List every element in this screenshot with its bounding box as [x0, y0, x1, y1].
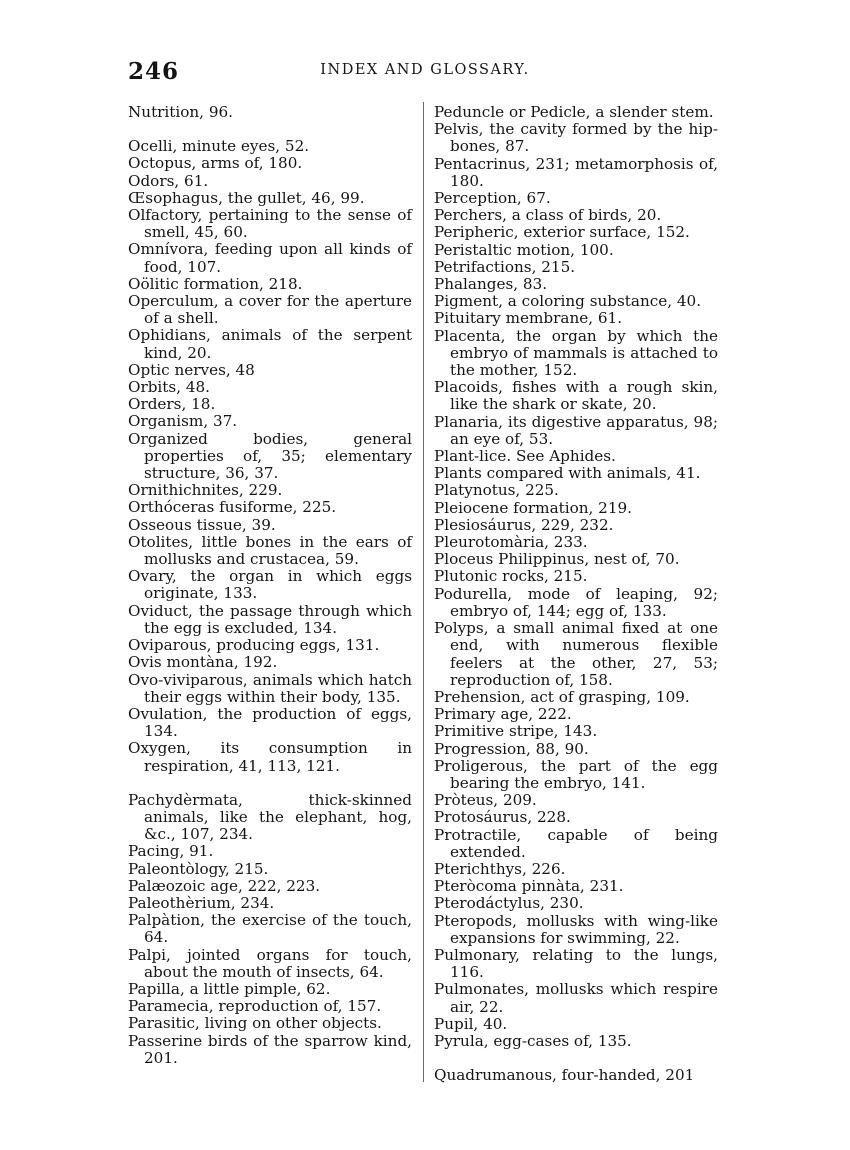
index-entry: Placoids, fishes with a rough skin, like the shark or skate, 20.: [434, 378, 718, 414]
index-entry: Pleurotomària, 233.: [434, 533, 588, 552]
index-entry: Osseous tissue, 39.: [128, 515, 276, 534]
index-entry: Otolites, little bones in the ears of mollusks and crustacea, 59.: [128, 532, 412, 569]
index-entry: Ploceus Philippinus, nest of, 70.: [434, 550, 680, 569]
index-entry: Oviparous, producing eggs, 131.: [128, 636, 380, 655]
index-entry: Pulmonates, mollusks which respire air, 22.: [434, 980, 718, 1016]
index-entry: Palpi, jointed organs for touch, about the mouth of insects, 64.: [128, 945, 412, 981]
index-entry: Plants compared with animals, 41.: [434, 464, 701, 483]
index-entry: Orders, 18.: [128, 395, 216, 414]
index-entry: Ovis montàna, 192.: [128, 653, 278, 672]
index-entry: Perchers, a class of birds, 20.: [434, 206, 662, 225]
index-entry: Paleothèrium, 234.: [128, 893, 275, 912]
index-entry: Podurella, mode of leaping, 92; embryo of, 144; egg of, 133.: [434, 584, 718, 620]
index-entry: Orbits, 48.: [128, 378, 210, 397]
index-entry: Œsophagus, the gullet, 46, 99.: [128, 188, 365, 207]
index-entry: Olfactory, pertaining to the sense of smell, 45, 60.: [128, 206, 412, 242]
index-entry: Nutrition, 96.: [128, 103, 233, 121]
index-entry: Oölitic formation, 218.: [128, 274, 303, 293]
index-entry: Palæozoic age, 222, 223.: [128, 876, 321, 895]
index-entry: Passerine birds of the sparrow kind, 201.: [128, 1031, 412, 1067]
index-entry: Quadrumanous, four-handed, 201: [434, 1066, 695, 1085]
index-entry: Peduncle or Pedicle, a slender stem.: [434, 103, 714, 121]
index-entry: Platynotus, 225.: [434, 481, 559, 500]
index-entry: Ocelli, minute eyes, 52.: [128, 137, 310, 156]
index-entry: Ornithichnites, 229.: [128, 481, 283, 500]
index-entry: Organized bodies, general properties of, 35; elementary structure, 36, 37.: [128, 429, 412, 483]
index-entry: Paramecia, reproduction of, 157.: [128, 997, 382, 1016]
left-column: [128, 104, 412, 1067]
index-entry: Odors, 61.: [128, 171, 209, 190]
index-entry: Polyps, a small animal fixed at one end, with numerous flexible feelers at the other, 27, 53; reproduction of, 158.: [434, 619, 718, 689]
index-entry: Plesiosáurus, 229, 232.: [434, 515, 614, 534]
right-column: [434, 104, 718, 1084]
index-entry: Ovary, the organ in which eggs originate, 133.: [128, 567, 412, 603]
index-entry: Pròteus, 209.: [434, 791, 537, 810]
index-entry: Protosáurus, 228.: [434, 808, 571, 827]
index-entry: Progression, 88, 90.: [434, 739, 589, 758]
section-gap: [434, 1050, 718, 1067]
index-entry: Primitive stripe, 143.: [434, 722, 598, 741]
index-entry: Pacing, 91.: [128, 842, 214, 861]
index-entry: Parasitic, living on other objects.: [128, 1014, 382, 1033]
index-entry: Primary age, 222.: [434, 705, 572, 724]
index-entry: Pigment, a coloring substance, 40.: [434, 292, 702, 311]
index-entry: Optic nerves, 48: [128, 360, 255, 379]
index-entry: Peristaltic motion, 100.: [434, 240, 614, 259]
index-entry: Ovo-viviparous, animals which hatch their eggs within their body, 135.: [128, 670, 412, 706]
index-entry: Pelvis, the cavity formed by the hip-bones, 87.: [434, 120, 718, 156]
column-divider: [423, 102, 424, 1082]
index-entry: Palpàtion, the exercise of the touch, 64.: [128, 911, 412, 947]
index-entry: Pterichthys, 226.: [434, 859, 566, 878]
index-entry: Pituitary membrane, 61.: [434, 309, 623, 328]
index-entry: Pteropods, mollusks with wing-like expansions for swimming, 22.: [434, 911, 718, 947]
section-gap: [128, 775, 412, 792]
index-entry: Pulmonary, relating to the lungs, 116.: [434, 945, 718, 982]
index-entry: Pterodáctylus, 230.: [434, 894, 584, 913]
index-entry: Octopus, arms of, 180.: [128, 154, 303, 173]
index-entry: Paleontòlogy, 215.: [128, 859, 269, 878]
index-entry: Pteròcoma pinnàta, 231.: [434, 877, 624, 896]
index-entry: Orthóceras fusiforme, 225.: [128, 498, 337, 517]
index-entry: Planaria, its digestive apparatus, 98; an eye of, 53.: [434, 412, 718, 448]
index-entry: Pleiocene formation, 219.: [434, 498, 632, 517]
index-entry: Perception, 67.: [434, 189, 551, 208]
index-entry: Pentacrinus, 231; metamorphosis of, 180.: [434, 154, 718, 190]
index-entry: Papilla, a little pimple, 62.: [128, 979, 331, 998]
index-entry: Plutonic rocks, 215.: [434, 567, 588, 586]
running-header: INDEX AND GLOSSARY.: [320, 62, 530, 78]
index-entry: Petrifactions, 215.: [434, 257, 576, 276]
index-entry: Placenta, the organ by which the embryo of mammals is attached to the mother, 152.: [434, 326, 718, 380]
index-entry: Peripheric, exterior surface, 152.: [434, 223, 690, 242]
index-entry: Oviduct, the passage through which the egg is excluded, 134.: [128, 601, 412, 637]
index-entry: Ophidians, animals of the serpent kind, 20.: [128, 326, 412, 362]
index-entry: Pyrula, egg-cases of, 135.: [434, 1031, 632, 1050]
index-entry: Pupil, 40.: [434, 1014, 508, 1033]
section-gap: [128, 121, 412, 138]
index-entry: Oxygen, its consumption in respiration, 41, 113, 121.: [128, 739, 412, 775]
index-entry: Phalanges, 83.: [434, 275, 548, 294]
index-entry: Proligerous, the part of the egg bearing the embryo, 141.: [434, 756, 718, 792]
index-entry: Prehension, act of grasping, 109.: [434, 687, 690, 706]
index-entry: Organism, 37.: [128, 412, 238, 431]
index-entry: Omnívora, feeding upon all kinds of food, 107.: [128, 240, 412, 276]
index-entry: Ovulation, the production of eggs, 134.: [128, 704, 412, 741]
index-entry: Protractile, capable of being extended.: [434, 825, 718, 861]
index-entry: Pachydèrmata, thick-skinned animals, like the elephant, hog, &c., 107, 234.: [128, 790, 412, 844]
index-entry: Operculum, a cover for the aperture of a shell.: [128, 292, 412, 328]
index-entry: Plant-lice. See Aphides.: [434, 447, 616, 466]
page-number: 246: [128, 58, 180, 85]
